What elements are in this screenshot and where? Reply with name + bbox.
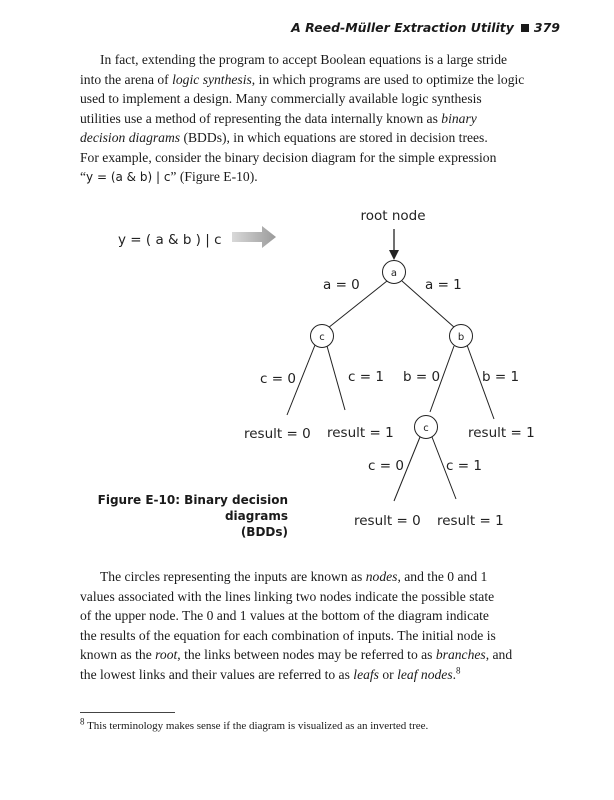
text-line: known as the root, the links between nodes may be referred to as branches, and [80,647,513,662]
result-right-c1: result = 1 [437,513,504,529]
text-line: the lowest links and their values are referred to as leafs or leaf nodes.$^8$ [80,664,461,682]
bdd-diagram [0,195,614,535]
arrow-right-icon [232,226,276,248]
branch-b1: b = 1 [482,369,520,385]
node-b-label: b [457,332,465,343]
root-node-label: root node [360,208,426,224]
text-line: the results of the equation for each combination of inputs. The initial node is [80,627,496,643]
text-line: utilities use a method of representing the data internally known as binary [80,110,477,126]
branch-b0: b = 0 [403,369,441,385]
figure-caption [88,492,288,540]
branch-c1-left: c = 1 [348,369,384,385]
result-b1: result = 1 [468,425,535,441]
text-line: In fact, extending the program to accept Boolean equations is a large stride [100,52,508,67]
branch-a1: a = 1 [425,277,462,293]
branch-c0-right: c = 0 [368,458,404,474]
running-title: A Reed-Müller Extraction Utility [291,20,514,35]
caption-line-2: (BDDs) [240,525,288,539]
text-line: “y = (a & b) | c” (Figure E-10). [80,169,258,184]
text-line: The circles representing the inputs are known as nodes, and the 0 and 1 [100,569,488,584]
node-c-left-label: c [319,332,325,343]
text-line: decision diagrams (BDDs), in which equations are stored in decision trees. [80,130,488,145]
expression-label: y = ( a & b ) | c [118,232,222,248]
result-left-c1: result = 1 [327,425,394,441]
text-line: For example, consider the binary decision diagram for the simple expression [80,149,497,165]
italic-term: binary [441,110,477,126]
edge-c-left-1 [327,346,345,410]
italic-term: leaf nodes [397,666,453,682]
inline-expression: y = (a & b) | c [86,170,171,184]
footnote-rule [80,712,175,713]
footnote-ref: 8 [456,664,461,675]
arrow-down-icon [389,250,399,260]
italic-term: decision diagrams [80,130,181,145]
italic-term: logic synthesis [172,71,252,87]
caption-line-1: Figure E-10: Binary decision diagrams [97,493,288,523]
result-right-c0: result = 0 [354,513,421,529]
text-line: values associated with the lines linking two nodes indicate the possible state [80,588,495,604]
italic-term: branches [435,647,486,662]
text-line: into the arena of logic synthesis, in which programs are used to optimize the logic [80,71,525,87]
footnote [80,716,429,732]
italic-term: nodes [365,569,398,584]
text-line: used to implement a design. Many commercially available logic synthesis [80,91,482,106]
result-left-c0: result = 0 [244,426,311,442]
node-a-label: a [390,268,398,279]
page-number: 379 [533,20,560,35]
italic-term: leafs [353,666,379,682]
text-line: of the upper node. The 0 and 1 values at the bottom of the diagram indicate [80,608,489,623]
branch-a0: a = 0 [323,277,360,293]
branch-c1-right: c = 1 [446,458,482,474]
footnote-text: This terminology makes sense if the diagram is visualized as an inverted tree. [87,720,429,732]
paragraph-nodes [80,567,555,684]
italic-term: root [155,647,178,662]
paragraph-intro [80,50,555,188]
branch-c0-left: c = 0 [260,371,296,387]
footnote-number: 8 [80,716,85,727]
running-header [291,20,560,35]
square-bullet-icon [521,24,529,32]
node-c-right-label: c [423,423,429,434]
